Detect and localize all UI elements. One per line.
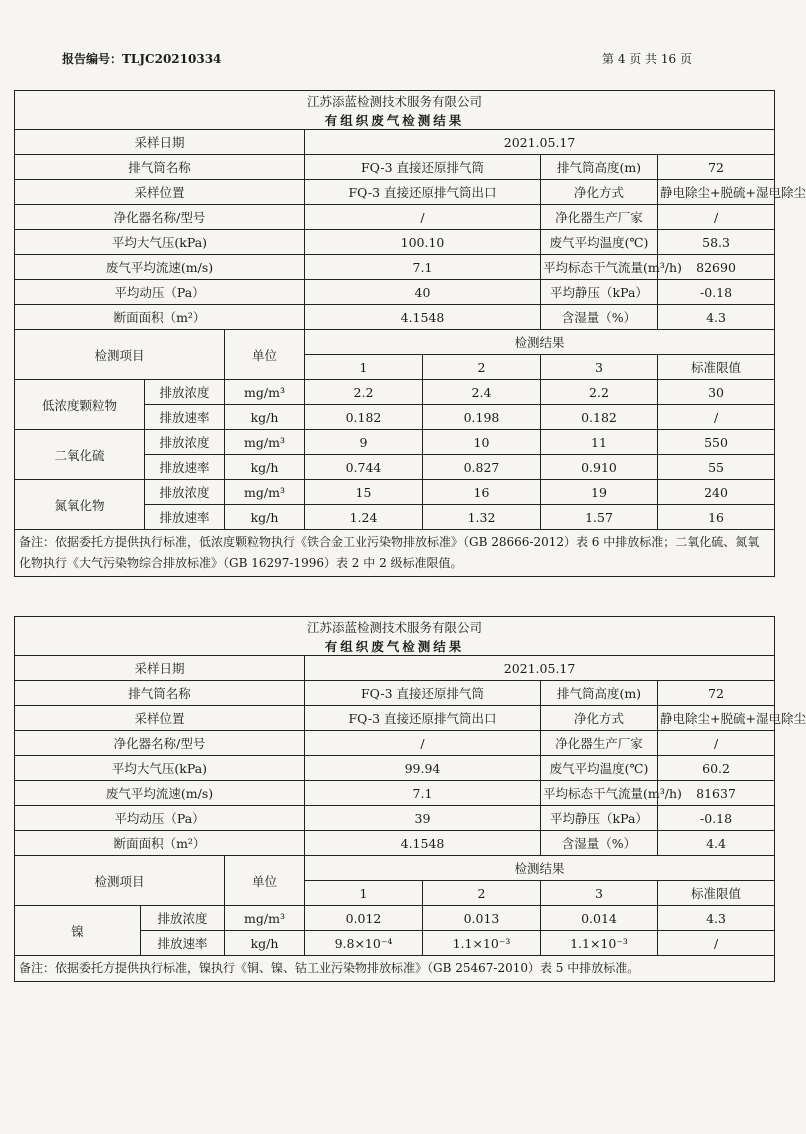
metric-name: 排放浓度 (145, 380, 225, 405)
value-cell: 15 (305, 480, 423, 505)
label-purification: 净化方式 (541, 180, 658, 205)
pollutant-name: 镍 (15, 906, 141, 956)
value-pressure: 99.94 (305, 756, 541, 781)
label-flow-rate: 平均标态干气流量(m³/h) (541, 255, 658, 280)
limit-cell: / (658, 405, 775, 430)
value-cell: 1.1×10⁻³ (423, 931, 541, 956)
value-position: FQ-3 直接还原排气筒出口 (305, 180, 541, 205)
header-col-2: 2 (423, 881, 541, 906)
value-purification: 静电除尘+脱硫+湿电除尘 (658, 180, 775, 205)
value-cell: 16 (423, 480, 541, 505)
metric-name: 排放浓度 (145, 430, 225, 455)
limit-cell: / (658, 931, 775, 956)
table-row (15, 380, 775, 405)
value-cell: 1.1×10⁻³ (541, 931, 658, 956)
unit-cell: kg/h (225, 405, 305, 430)
label-stack-height: 排气筒高度(m) (541, 681, 658, 706)
pollutant-name: 低浓度颗粒物 (15, 380, 145, 430)
label-flow-speed: 废气平均流速(m/s) (15, 255, 305, 280)
label-flow-speed: 废气平均流速(m/s) (15, 781, 305, 806)
value-cell: 0.014 (541, 906, 658, 931)
label-flow-rate: 平均标态干气流量(m³/h) (541, 781, 658, 806)
value-dyn-pressure: 39 (305, 806, 541, 831)
value-cell: 0.910 (541, 455, 658, 480)
company-name: 江苏添蓝检测技术服务有限公司 (15, 91, 775, 111)
metric-name: 排放速率 (141, 931, 225, 956)
header-item: 检测项目 (15, 330, 225, 380)
label-static-pressure: 平均静压（kPa） (541, 806, 658, 831)
table-note: 备注：依据委托方提供执行标准，镍执行《铜、镍、钴工业污染物排放标准》（GB 25467-2010）表 5 中排放标准。 (15, 956, 775, 982)
label-purifier-model: 净化器名称/型号 (15, 205, 305, 230)
value-gas-temp: 58.3 (658, 230, 775, 255)
label-position: 采样位置 (15, 706, 305, 731)
value-cell: 19 (541, 480, 658, 505)
header-item: 检测项目 (15, 856, 225, 906)
unit-cell: mg/m³ (225, 480, 305, 505)
value-purifier-maker: / (658, 205, 775, 230)
label-date: 采样日期 (15, 656, 305, 681)
pollutant-name: 氮氧化物 (15, 480, 145, 530)
value-flow-speed: 7.1 (305, 781, 541, 806)
company-name: 江苏添蓝检测技术服务有限公司 (15, 617, 775, 637)
table-title: 有组织废气检测结果 (15, 636, 775, 656)
value-static-pressure: -0.18 (658, 806, 775, 831)
value-cell: 2.2 (305, 380, 423, 405)
value-cell: 2.2 (541, 380, 658, 405)
value-cell: 9 (305, 430, 423, 455)
limit-cell: 16 (658, 505, 775, 530)
value-position: FQ-3 直接还原排气筒出口 (305, 706, 541, 731)
value-purification: 静电除尘+脱硫+湿电除尘 (658, 706, 775, 731)
header-limit: 标准限值 (658, 881, 775, 906)
header-col-3: 3 (541, 355, 658, 380)
header-col-1: 1 (305, 355, 423, 380)
result-table-2 (14, 616, 806, 982)
label-gas-temp: 废气平均温度(℃) (541, 756, 658, 781)
unit-cell: kg/h (225, 505, 305, 530)
value-flow-rate: 81637 (658, 781, 775, 806)
table-row (15, 906, 775, 931)
value-stack-height: 72 (658, 681, 775, 706)
unit-cell: mg/m³ (225, 906, 305, 931)
unit-cell: mg/m³ (225, 380, 305, 405)
value-cell: 2.4 (423, 380, 541, 405)
value-pressure: 100.10 (305, 230, 541, 255)
label-pressure: 平均大气压(kPa) (15, 230, 305, 255)
value-flow-rate: 82690 (658, 255, 775, 280)
table-row (15, 480, 775, 505)
metric-name: 排放速率 (145, 505, 225, 530)
header-col-3: 3 (541, 881, 658, 906)
label-dyn-pressure: 平均动压（Pa） (15, 280, 305, 305)
unit-cell: mg/m³ (225, 430, 305, 455)
result-table-1 (14, 90, 806, 577)
value-cell: 9.8×10⁻⁴ (305, 931, 423, 956)
label-area: 断面面积（m²） (15, 831, 305, 856)
label-gas-temp: 废气平均温度(℃) (541, 230, 658, 255)
value-flow-speed: 7.1 (305, 255, 541, 280)
value-stack-height: 72 (658, 155, 775, 180)
table-note: 备注：依据委托方提供执行标准，低浓度颗粒物执行《铁合金工业污染物排放标准》（GB 28666-2012）表 6 中排放标准；二氧化硫、氮氧化物执行《大气污染物综合排放标准》（GB 16297-1996）表 2 中 2 级标准限值。 (15, 530, 775, 577)
value-gas-temp: 60.2 (658, 756, 775, 781)
metric-name: 排放浓度 (145, 480, 225, 505)
value-cell: 0.827 (423, 455, 541, 480)
value-purifier-model: / (305, 731, 541, 756)
unit-cell: kg/h (225, 931, 305, 956)
label-stack-height: 排气筒高度(m) (541, 155, 658, 180)
unit-cell: kg/h (225, 455, 305, 480)
value-date: 2021.05.17 (305, 656, 775, 681)
label-pressure: 平均大气压(kPa) (15, 756, 305, 781)
label-stack-name: 排气筒名称 (15, 681, 305, 706)
value-cell: 1.32 (423, 505, 541, 530)
label-stack-name: 排气筒名称 (15, 155, 305, 180)
label-static-pressure: 平均静压（kPa） (541, 280, 658, 305)
label-purifier-model: 净化器名称/型号 (15, 731, 305, 756)
value-cell: 1.24 (305, 505, 423, 530)
label-purifier-maker: 净化器生产厂家 (541, 205, 658, 230)
value-cell: 0.013 (423, 906, 541, 931)
value-humidity: 4.3 (658, 305, 775, 330)
label-purifier-maker: 净化器生产厂家 (541, 731, 658, 756)
label-area: 断面面积（m²） (15, 305, 305, 330)
pollutant-name: 二氧化硫 (15, 430, 145, 480)
value-humidity: 4.4 (658, 831, 775, 856)
header-col-1: 1 (305, 881, 423, 906)
table-row (15, 430, 775, 455)
label-purification: 净化方式 (541, 706, 658, 731)
header-unit: 单位 (225, 330, 305, 380)
table-title: 有组织废气检测结果 (15, 110, 775, 130)
limit-cell: 55 (658, 455, 775, 480)
limit-cell: 550 (658, 430, 775, 455)
label-humidity: 含湿量（%） (541, 305, 658, 330)
page-indicator: 第 4 页 共 16 页 (602, 52, 692, 66)
header-limit: 标准限值 (658, 355, 775, 380)
value-cell: 10 (423, 430, 541, 455)
header-unit: 单位 (225, 856, 305, 906)
header-results: 检测结果 (305, 330, 775, 355)
value-cell: 0.744 (305, 455, 423, 480)
value-area: 4.1548 (305, 305, 541, 330)
value-cell: 11 (541, 430, 658, 455)
limit-cell: 4.3 (658, 906, 775, 931)
value-cell: 0.182 (305, 405, 423, 430)
label-dyn-pressure: 平均动压（Pa） (15, 806, 305, 831)
value-cell: 0.182 (541, 405, 658, 430)
label-date: 采样日期 (15, 130, 305, 155)
value-stack-name: FQ-3 直接还原排气筒 (305, 681, 541, 706)
value-cell: 0.198 (423, 405, 541, 430)
value-dyn-pressure: 40 (305, 280, 541, 305)
value-purifier-model: / (305, 205, 541, 230)
limit-cell: 240 (658, 480, 775, 505)
label-humidity: 含湿量（%） (541, 831, 658, 856)
header-results: 检测结果 (305, 856, 775, 881)
value-date: 2021.05.17 (305, 130, 775, 155)
metric-name: 排放速率 (145, 455, 225, 480)
report-number: 报告编号：TLJC20210334 (62, 52, 222, 66)
value-stack-name: FQ-3 直接还原排气筒 (305, 155, 541, 180)
value-purifier-maker: / (658, 731, 775, 756)
value-area: 4.1548 (305, 831, 541, 856)
metric-name: 排放浓度 (141, 906, 225, 931)
value-static-pressure: -0.18 (658, 280, 775, 305)
metric-name: 排放速率 (145, 405, 225, 430)
label-position: 采样位置 (15, 180, 305, 205)
limit-cell: 30 (658, 380, 775, 405)
header-col-2: 2 (423, 355, 541, 380)
value-cell: 0.012 (305, 906, 423, 931)
value-cell: 1.57 (541, 505, 658, 530)
